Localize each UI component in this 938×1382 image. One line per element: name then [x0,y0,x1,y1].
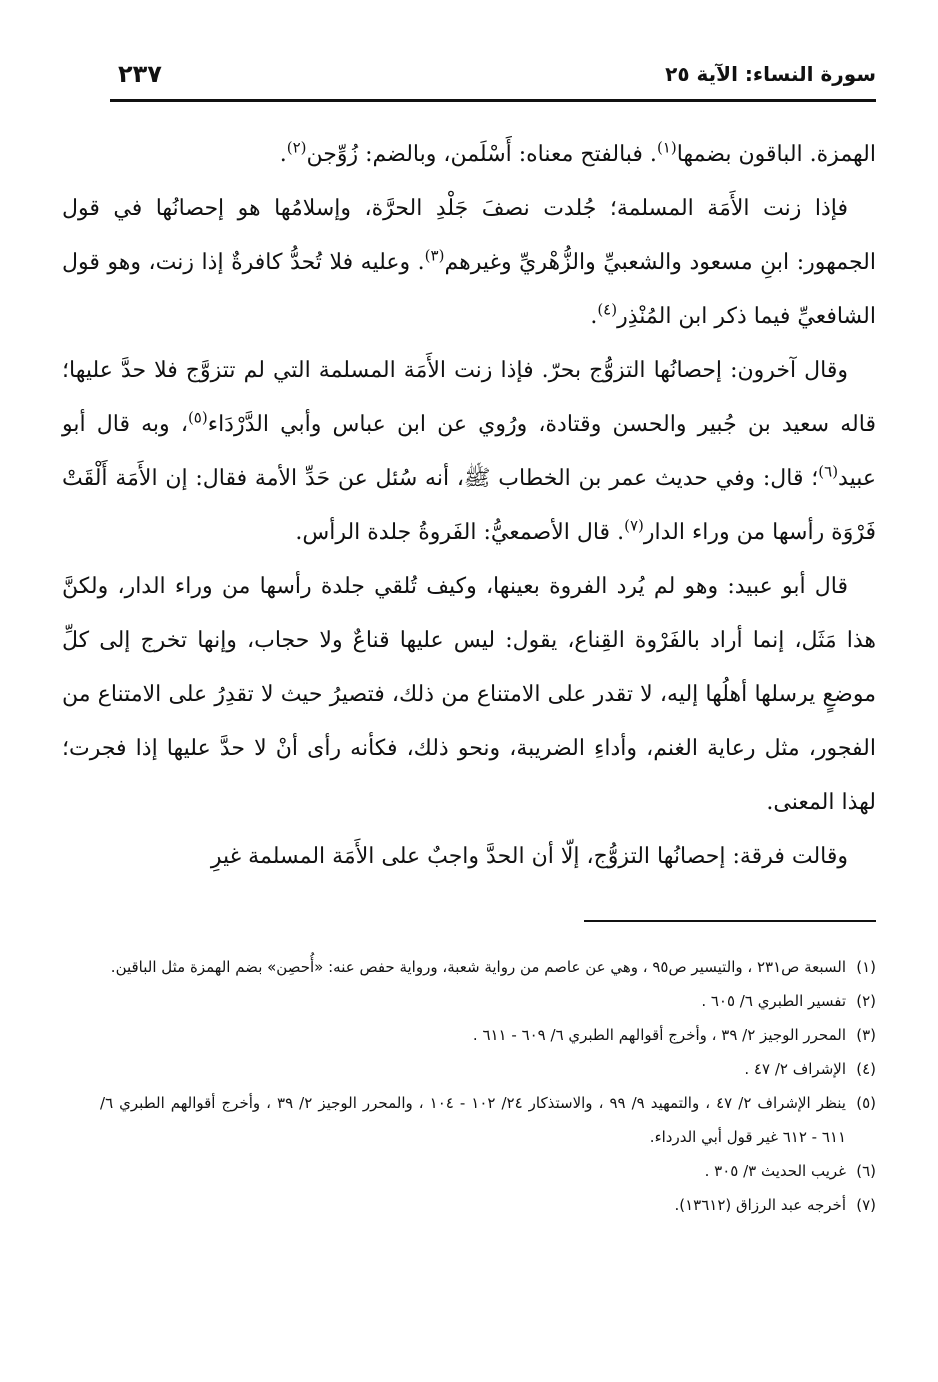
text-span: . وعليه فلا تُحدُّ كافرةٌ إذا زنت، وهو قول الشافعيِّ فيما ذكر ابن المُنْذِر [62,250,876,329]
footnote-item [100,1154,876,1188]
footnote-ref-6[interactable]: (٦) [818,462,839,481]
text-span: ، وبه قال أبو عبيد [62,412,876,491]
footnote-text: السبعة ص٢٣١ ، والتيسير ص٩٥ ، وهي عن عاصم من رواية شعبة، ورواية حفص عنه: «أُحصِن» بضم الهمزة مثل الباقين. [110,958,846,976]
footnote-item [100,950,876,984]
footnote-ref-7[interactable]: (٧) [624,516,644,535]
text-span: قال أبو عبيد: وهو لم يُرد الفروة بعينها، وكيف تُلقي جلدة رأسها من وراء الدار، ولكنَّ هذا مَثَل، إنما أراد بالفَرْوة القِناع، يقول: ليس عليها قناعٌ ولا حجاب، وإنها تخرج إلى كلِّ موضعٍ يرسلها أهلُها إليه، لا تقدر على الامتناع من ذلك، فتصيرُ حيث لا تقدِرُ على الامتناع من الفجور، مثل رعاية الغنم، وأداءِ الضريبة، ونحو ذلك، فكأنه رأى أنْ لا حدَّ عليها إذا فجرت؛ لهذا المعنى. [62,574,876,815]
text-span: وقال آخرون: إحصانُها التزوُّج بحرّ. فإذا زنت الأَمَة المسلمة التي لم تتزوَّج فلا حدَّ عليها؛ قاله سعيد بن جُبير والحسن وقتادة، ورُوي عن ابن عباس وأبي الدَّرْدَاء [62,358,876,437]
paragraph-5 [62,830,876,884]
footnote-ref-5[interactable]: (٥) [187,408,208,427]
text-span: وقالت فرقة: إحصانُها التزوُّج، إلّا أن الحدَّ واجبٌ على الأَمَة المسلمة غيرِ [210,844,848,869]
footnote-number: (٥) [856,1094,876,1112]
footnote-number: (٣) [856,1026,876,1044]
footnote-text: المحرر الوجيز ٢/ ٣٩ ، وأخرج أقوالهم الطبري ٦/ ٦٠٩ - ٦١١ . [472,1026,846,1044]
header-title: سورة النساء: الآية ٢٥ [665,62,876,86]
text-span: . فبالفتح معناه: أَسْلَمن، وبالضم: زُوِّجن [306,142,657,167]
text-span: . [279,142,287,167]
text-span: . [590,304,598,329]
footnote-ref-1[interactable]: (١) [656,138,677,157]
page-number: ٢٣٧ [118,60,162,88]
footnote-item [100,1086,876,1154]
footnote-text: غريب الحديث ٣/ ٣٠٥ . [704,1162,846,1180]
footnote-text: أخرجه عبد الرزاق (١٣٦١٢). [674,1196,846,1214]
footnote-item [100,1052,876,1086]
paragraph-4 [62,560,876,830]
footnote-item [100,984,876,1018]
text-span: الهمزة. الباقون بضمها [676,142,876,167]
paragraph-2 [62,182,876,344]
footnote-text: تفسير الطبري ٦/ ٦٠٥ . [701,992,846,1010]
text-span: ؛ قال: وفي حديث عمر بن الخطاب ﷺ، أنه سُئل عن حَدِّ الأمة فقال: إن الأَمَة أَلْقَتْ فَرْوَة رأسها من وراء الدار [62,466,876,545]
main-text [62,128,876,884]
footnote-number: (٢) [856,992,876,1010]
header-rule [110,99,876,102]
footnote-number: (١) [856,958,876,976]
footnote-item [100,1188,876,1222]
footnote-number: (٦) [856,1162,876,1180]
paragraph-3 [62,344,876,560]
footnote-text: ينظر الإشراف ٢/ ٤٧ ، والتمهيد ٩/ ٩٩ ، والاستذكار ٢٤/ ١٠٢ - ١٠٤ ، والمحرر الوجيز ٢/ ٣٩ ، وأخرج أقوالهم الطبري ٦/ ٦١١ - ٦١٢ غير قول أبي الدرداء. [100,1094,846,1146]
footnote-ref-4[interactable]: (٤) [597,300,618,319]
paragraph-1 [62,128,876,182]
footnote-item [100,1018,876,1052]
text-span: فإذا زنت الأَمَة المسلمة؛ جُلدت نصفَ جَلْدِ الحرَّة، وإسلامُها هو إحصانُها في قول الجمهور: ابنِ مسعود والشعبيِّ والزُّهْريِّ وغيرهم [62,196,876,275]
footnote-number: (٤) [856,1060,876,1078]
footnote-number: (٧) [856,1196,876,1214]
footnote-separator [584,920,876,922]
footnotes [100,950,876,1222]
running-header [110,58,876,98]
footnote-ref-2[interactable]: (٢) [286,138,307,157]
footnote-ref-3[interactable]: (٣) [424,246,445,265]
text-span: . قال الأصمعيُّ: الفَروةُ جلدة الرأس. [295,520,625,545]
footnote-text: الإشراف ٢/ ٤٧ . [744,1060,846,1078]
